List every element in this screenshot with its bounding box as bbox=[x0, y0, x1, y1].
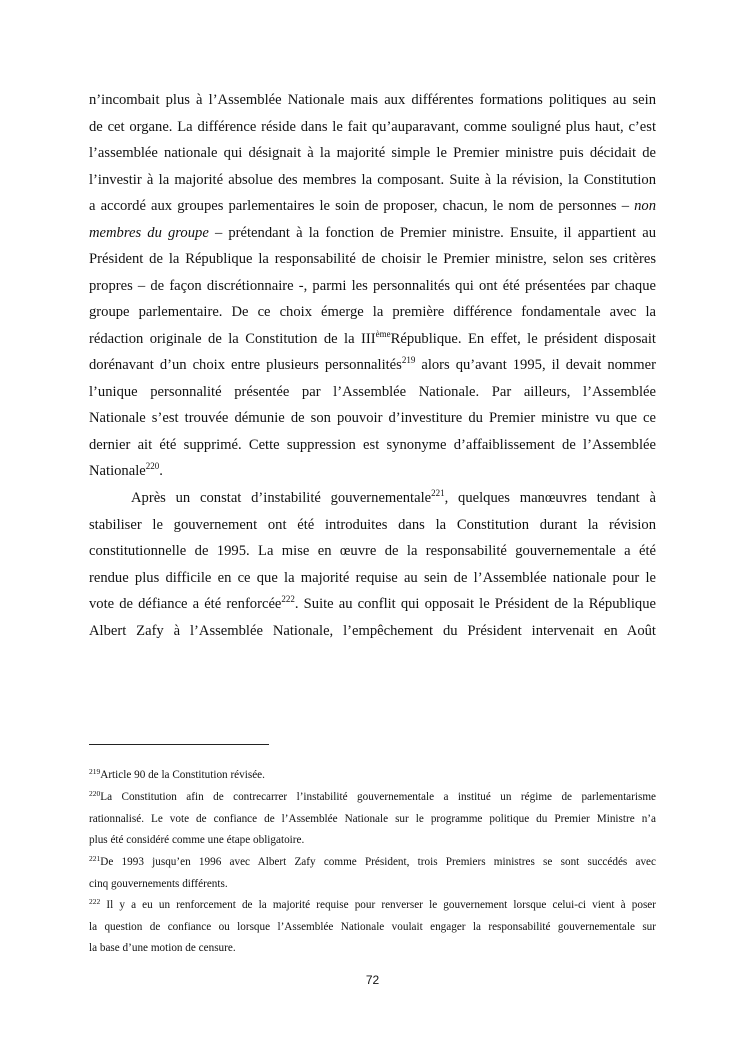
footnote-line: cinq gouvernements différents. bbox=[89, 877, 228, 890]
page-number: 72 bbox=[365, 973, 380, 987]
text-line: Nationale$^{220}$. bbox=[89, 461, 163, 479]
text-line: Nationale s’est trouvée démunie de son pouvoir d’investiture du Premier ministre vu que ce bbox=[89, 410, 656, 426]
text-line: de cet organe. La différence réside dans le fait qu’auparavant, comme souligné plus haut, c’est bbox=[89, 118, 656, 135]
footnote-ref-219[interactable]: 219 bbox=[401, 355, 416, 365]
footnote-mark: 220 bbox=[89, 789, 101, 798]
text-line: Après un constat d’instabilité gouvernementale$^{221}$, quelques manœuvres tendant à bbox=[131, 488, 656, 506]
footnote-mark: 219 bbox=[89, 767, 101, 776]
footnote-line: plus été considéré comme une étape obligatoire. bbox=[89, 834, 305, 846]
text-line: vote de défiance a été renforcée$^{222}$. Suite au conflit qui opposait le Président de la République bbox=[89, 594, 656, 612]
text-line: n’incombait plus à l’Assemblée Nationale mais aux différentes formations politiques au sein bbox=[89, 92, 656, 108]
footnote-220 bbox=[89, 787, 656, 852]
footnote-line: $^{221}$De 1993 jusqu’en 1996 avec Albert Zafy comme Président, trois Premiers ministres se sont succédés avec bbox=[89, 854, 656, 868]
text-line: groupe parlementaire. De ce choix émerge la première différence fondamentale avec la bbox=[89, 304, 656, 320]
text-line: l’assemblée nationale qui désignait à la majorité simple le Premier ministre puis décidait de bbox=[89, 145, 656, 161]
text-line: a accordé aux groupes parlementaires le soin de proposer, chacun, le nom de personnes – non bbox=[89, 198, 656, 214]
text-line: membres du groupe – prétendant à la fonction de Premier ministre. Ensuite, il appartient au bbox=[89, 224, 656, 241]
text-line: l’unique personnalité présentée par l’Assemblée Nationale. Par ailleurs, l’Assemblée bbox=[89, 383, 656, 400]
footnote-line: $^{222}$ Il y a eu un renforcement de la majorité requise pour renverser le gouvernement lorsque celui-ci vient à poser bbox=[89, 897, 656, 911]
footnote-ref-222[interactable]: 222 bbox=[281, 594, 295, 604]
text-line: dorénavant d’un choix entre plusieurs personnalités$^{219}$ alors qu’avant 1995, il devait nommer bbox=[89, 355, 656, 373]
footnote-line: $^{220}$La Constitution afin de contrecarrer l’instabilité gouvernementale a institué un régime de parlementarisme bbox=[89, 789, 656, 803]
text-line: l’investir à la majorité absolue des membres la composant. Suite à la révision, la Constitution bbox=[89, 171, 656, 188]
footnote-221 bbox=[89, 852, 656, 895]
footnote-219 bbox=[89, 765, 656, 787]
text-line: dernier ait été supprimé. Cette suppression est synonyme d’affaiblissement de l’Assemblée bbox=[89, 436, 656, 453]
footnote-line: $^{219}$Article 90 de la Constitution révisée. bbox=[89, 767, 265, 781]
footnote-line: la question de confiance ou lorsque l’Assemblée Nationale voulait engager la responsabilité gouvernementale sur bbox=[89, 920, 656, 933]
superscript: ème bbox=[375, 328, 391, 339]
text-line: rendue plus difficile en ce que la majorité requise au sein de l’Assemblée nationale pour le bbox=[89, 569, 656, 586]
footnote-line: rationnalisé. Le vote de confiance de l’Assemblée Nationale sur le programme politique du Premier Ministre n’a bbox=[89, 812, 656, 825]
footnote-ref-221[interactable]: 221 bbox=[431, 488, 445, 498]
body-paragraph-2 bbox=[89, 485, 656, 644]
footnote-mark: 221 bbox=[89, 854, 101, 863]
footnote-separator bbox=[89, 744, 269, 745]
italic-text: non bbox=[634, 198, 656, 214]
footnote-mark: 222 bbox=[89, 897, 101, 906]
body-paragraph-1 bbox=[89, 87, 656, 485]
footnote-line: la base d’une motion de censure. bbox=[89, 942, 236, 954]
text-line: constitutionnelle de 1995. La mise en œuvre de la responsabilité gouvernementale a été bbox=[89, 543, 656, 559]
text-line: Albert Zafy à l’Assemblée Nationale, l’empêchement du Président intervenait en Août bbox=[89, 622, 656, 639]
text-line: propres – de façon discrétionnaire -, parmi les personnalités qui ont été présentées par chaque bbox=[89, 277, 656, 294]
text-line: stabiliser le gouvernement ont été introduites dans la Constitution durant la révision bbox=[89, 516, 656, 533]
italic-text: membres du groupe bbox=[89, 224, 209, 241]
text-line: Président de la République la responsabilité de choisir le Premier ministre, selon ses critères bbox=[89, 251, 656, 267]
footnote-222 bbox=[89, 895, 656, 960]
footnote-ref-220[interactable]: 220 bbox=[145, 461, 160, 471]
text-line: rédaction originale de la Constitution de la IIIèmeRépublique. En effet, le président disposait bbox=[89, 328, 656, 347]
